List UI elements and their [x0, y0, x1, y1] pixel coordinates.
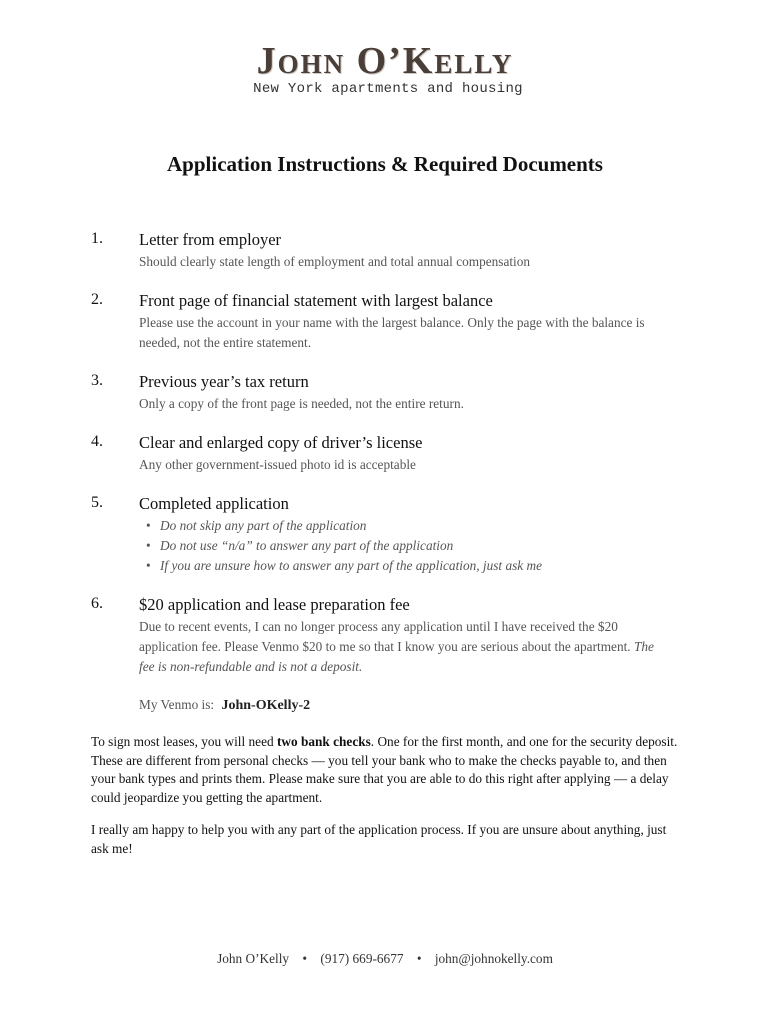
bullet-item: • Do not use “n/a” to answer any part of the application — [146, 536, 542, 556]
logo-name: John O’Kelly — [256, 40, 514, 82]
item-description: Please use the account in your name with the largest balance. Only the page with the balance is needed, not the entire statement. — [139, 315, 645, 350]
item-heading: Letter from employer — [139, 230, 282, 249]
item-description — [139, 617, 669, 677]
logo — [0, 42, 770, 97]
item-heading: Clear and enlarged copy of driver’s license — [139, 433, 423, 452]
item-number: 5. — [91, 494, 103, 511]
para-bold: two bank checks — [276, 734, 371, 749]
item-heading: Previous year’s tax return — [139, 372, 309, 391]
para-text-before: To sign most leases, you will need — [91, 734, 277, 749]
footer — [0, 951, 770, 967]
item-number: 6. — [91, 595, 103, 612]
footer-phone: (917) 669-6677 — [320, 951, 404, 966]
item-heading: $20 application and lease preparation fee — [139, 595, 410, 614]
item-number: 3. — [91, 372, 103, 389]
item-heading: Completed application — [139, 494, 289, 513]
venmo-line — [139, 697, 310, 714]
bullet-item: • Do not skip any part of the application — [146, 516, 542, 536]
footer-separator: • — [302, 951, 308, 966]
venmo-label: My Venmo is: — [139, 697, 215, 712]
para-text-after: . One for the first month, and one for the security deposit. These are different from personal checks — you tell your bank who to make the checks payable to, and then your bank types and prints them. Please make sure that you are able to do this right after applying — a delay could jeopardize you getting the apartment. — [91, 734, 678, 805]
page-title: Application Instructions & Required Documents — [167, 152, 603, 176]
item-number: 4. — [91, 433, 103, 450]
footer-separator: • — [416, 951, 422, 966]
bank-checks-paragraph — [91, 733, 681, 807]
logo-tagline: New York apartments and housing — [253, 81, 523, 97]
item-heading: Front page of financial statement with largest balance — [139, 291, 493, 310]
item-description: Should clearly state length of employment and total annual compensation — [139, 254, 531, 269]
bullet-list — [146, 516, 542, 576]
fee-note: The fee is non-refundable and is not a deposit. — [139, 639, 654, 674]
item-number: 2. — [91, 291, 103, 308]
item-description: Any other government-issued photo id is acceptable — [139, 457, 416, 472]
fee-text: Due to recent events, I can no longer process any application until I have received the $20 application fee. Please Venmo $20 to me so that I know you are serious about the apartment. — [139, 619, 631, 654]
venmo-handle: John-OKelly-2 — [221, 698, 311, 713]
footer-email: john@johnokelly.com — [434, 951, 553, 966]
bullet-item: • If you are unsure how to answer any part of the application, just ask me — [146, 556, 542, 576]
item-number: 1. — [91, 230, 103, 247]
closing-paragraph: I really am happy to help you with any part of the application process. If you are unsure about anything, just ask me! — [91, 822, 667, 856]
footer-name: John O’Kelly — [217, 951, 290, 966]
item-description: Only a copy of the front page is needed, not the entire return. — [139, 396, 464, 411]
